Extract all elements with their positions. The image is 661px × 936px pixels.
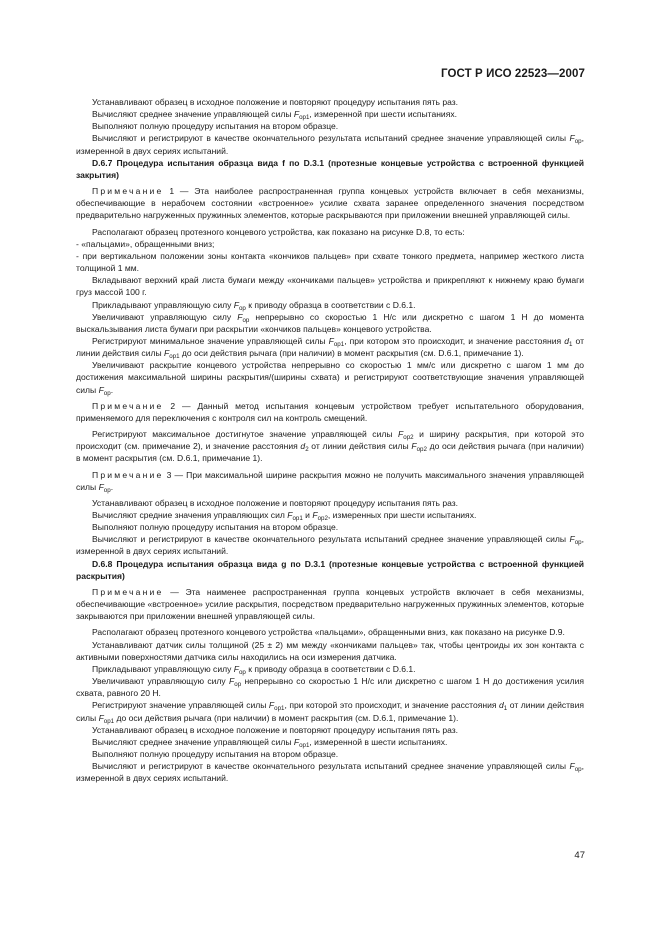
paragraph: Регистрируют минимальное значение управляющей силы $F_{op1}$, при котором это происходит, и значение расстояния $d_1$ от линии действия силы $F_{op1}$ до оси действия рычага (при наличии) в момент раскрытия (см. D.6.1, примечание 1). (76, 335, 584, 361)
paragraph: Располагают образец протезного концевого устройства, как показано на рисунке D.8, то есть: (92, 226, 465, 237)
paragraph: Регистрируют максимальное достигнутое значение управляющей силы $F_{op2}$ и ширину раскрытия, при которой это происходит (см. примечание 2), и значение расстояния $d_2$ от линии действия силы $F_{op2}$ до оси действия рычага (при наличии) в момент раскрытия (см. D.6.1, примечание 1). (76, 429, 584, 464)
page-number: 47 (574, 850, 585, 861)
document-body (76, 96, 584, 784)
section-heading-d-6-7: D.6.7 Процедура испытания образца вида f по D.3.1 (протезные концевые устройства с встроенной функцией закрытия) (76, 157, 584, 180)
paragraph: Увеличивают раскрытие концевого устройства непрерывно со скоростью 1 мм/с или дискретно с шагом 1 мм до достижения максимальной ширины раскрытия/(ширины схвата) и регистрируют соответствующие значения управляющей силы $F_{op}$. (76, 360, 584, 397)
paragraph: Прикладывают управляющую силу $F_{op}$ к приводу образца в соответствии с D.6.1. (92, 663, 416, 676)
standard-header: ГОСТ Р ИСО 22523—2007 (440, 68, 585, 80)
list-item: - «пальцами», обращенными вниз; (76, 238, 215, 249)
list-item: - при вертикальном положении зоны контакта «кончиков пальцев» при схвате тонкого предмета, например жесткого листа толщиной 1 мм. (76, 250, 584, 274)
note-3: Примечание 3 — При максимальной ширине раскрытия можно не получить максимального значения управляющей силы $F_{op}$. (76, 469, 584, 494)
paragraph: Устанавливают образец в исходное положение и повторяют процедуру испытания пять раз. (92, 97, 459, 107)
paragraph: Располагают образец протезного концевого устройства «пальцами», обращенными вниз, как показано на рисунке D.9. (92, 627, 565, 638)
paragraph: Прикладывают управляющую силу $F_{op}$ к приводу образца в соответствии с D.6.1. (92, 299, 416, 312)
note-4: Примечание — Эта наименее распространенная группа концевых устройств включает в себя механизмы, обеспечивающие «встроенное» усилие раскрытия, посредством предварительно нагруженных пружинных элементов, которые закрываются при приложении внешней управляющей силы. (76, 586, 584, 622)
paragraph: Вычисляют среднее значение управляющей силы $F_{op1}$, измеренной в шести испытаниях. (92, 736, 448, 749)
note-1: Примечание 1 — Эта наиболее распространенная группа концевых устройств включает в себя механизмы, обеспечивающие в нерабочем состоянии «встроенное» усилие схвата заранее определенного значения посредством предварительно нагруженных пружинных элементов, которые раскрываются при приложении внешней управляющей силы. (76, 186, 584, 221)
paragraph: Выполняют полную процедуру испытания на втором образце. (92, 522, 339, 533)
paragraph: Вычисляют и регистрируют в качестве окончательного результата испытаний среднее значение управляющей силы $F_{op}$, измеренной в двух сериях испытаний. (76, 534, 584, 557)
note-2: Примечание 2 — Данный метод испытания концевым устройством требует испытательного оборудования, применяемого для переключения с контроля сил на контроль смещений. (76, 400, 584, 423)
section-heading-d-6-8: D.6.8 Процедура испытания образца вида g по D.3.1 (протезные концевые устройства с встроенной функцией раскрытия) (76, 558, 584, 581)
paragraph: Вычисляют средние значения управляющих сил $F_{op1}$ и $F_{op2}$, измеренных при шести испытаниях. (92, 510, 477, 522)
paragraph: Вычисляют и регистрируют в качестве окончательного результата испытаний среднее значение управляющей силы $F_{op}$, измеренной в двух сериях испытаний. (76, 133, 584, 156)
paragraph: Выполняют полную процедуру испытания на втором образце. (92, 121, 339, 132)
paragraph: Вкладывают верхний край листа бумаги между «кончиками пальцев» устройства и прикрепляют к нижнему краю бумаги груз массой 100 г. (76, 275, 584, 298)
paragraph: Устанавливают образец в исходное положение и повторяют процедуру испытания пять раз. (92, 724, 459, 735)
paragraph: Устанавливают датчик силы толщиной (25 ± 2) мм между «кончиками пальцев» так, чтобы центроиды их зон контакта с активными поверхностями датчика силы находились на оси измерения датчика. (76, 639, 584, 662)
paragraph: Устанавливают образец в исходное положение и повторяют процедуру испытания пять раз. (92, 497, 459, 508)
paragraph: Вычисляют среднее значение управляющей силы $F_{op1}$, измеренной при шести испытаниях. (92, 109, 457, 122)
paragraph: Регистрируют значение управляющей силы $F_{op1}$, при которой это происходит, и значение расстояния $d_1$ от линии действия силы $F_{op1}$ до оси действия рычага (при наличии) в момент раскрытия (см. D.6.1, примечание 1). (76, 700, 584, 725)
paragraph: Увеличивают управляющую силу $F_{op}$ непрерывно со скоростью 1 Н/с или дискретно с шагом 1 Н до момента выскальзывания листа бумаги при раскрытии «кончиков пальцев» концевого устройства. (76, 311, 584, 334)
paragraph: Увеличивают управляющую силу $F_{op}$ непрерывно со скоростью 1 Н/с или дискретно с шагом 1 Н до достижения усилия схвата, равного 20 Н. (76, 676, 584, 699)
paragraph: Вычисляют и регистрируют в качестве окончательного результата испытаний среднее значение управляющей силы $F_{op}$, измеренной в двух сериях испытаний. (76, 761, 584, 784)
paragraph: Выполняют полную процедуру испытания на втором образце. (92, 748, 339, 759)
